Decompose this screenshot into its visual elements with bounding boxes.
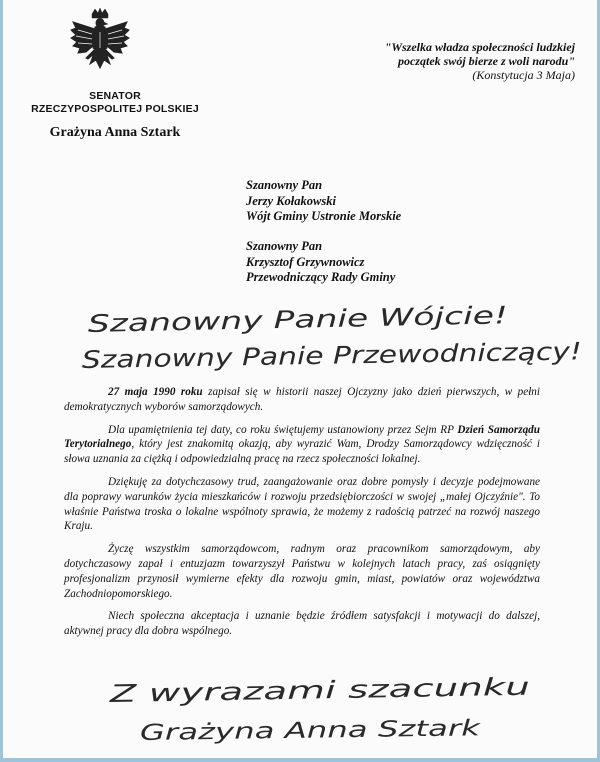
recipient-salutation: Szanowny Pan: [246, 239, 323, 253]
handwritten-greeting-line2: Szanowny Panie Przewodniczący!: [81, 338, 486, 374]
body-paragraph: Niech społeczna akceptacja i uznanie będzie źródłem satysfakcji i motywacji do dalszej, aktywnej pracy dla dobra wspólnego.: [64, 610, 540, 638]
senator-name: Grażyna Anna Sztark: [49, 125, 181, 140]
senator-title: [20, 90, 210, 116]
body-paragraph: [64, 385, 540, 415]
body-paragraph: Dziękuję za dotychczasowy trud, zaangażowanie oraz dobre pomysły i decyzje podejmowane dla poprawy warunków życia mieszkańców i rozwoju przedsiębiorczości w swojej „małej Ojczyźnie". To właśnie Państwa troska o lokalne wspólnoty sprawia, że możemy z radością patrzeć na rozwój naszego Kraju.: [64, 475, 540, 533]
body-text: Dla upamiętnienia tej daty, co roku świętujemy ustanowiony przez Sejm RP: [108, 423, 458, 436]
white-eagle-emblem-icon: [68, 8, 132, 84]
page-edge-bottom: [0, 758, 600, 762]
recipient-role: Przewodniczący Rady Gminy: [246, 270, 396, 284]
motto-line1: "Wszelka władza społeczności ludzkiej: [384, 40, 575, 54]
recipient-salutation: Szanowny Pan: [246, 178, 323, 192]
handwritten-closing-line1: Z wyrazami szacunku: [109, 675, 371, 708]
motto-source: (Konstytucja 3 Maja): [472, 68, 575, 82]
body-text: , który jest znakomitą okazją, aby wyrazić Wam, Drodzy Samorządowcy wdzięczność i słowa uznania za ciężką i odpowiedzialną pracę na rzecz społeczności lokalnej.: [64, 438, 540, 466]
handwritten-greeting: [78, 302, 598, 382]
recipient-role: Wójt Gminy Ustronie Morskie: [246, 209, 402, 223]
handwritten-closing: [104, 672, 544, 752]
body-text: zapisał się w historii naszej Ojczyzny jako dzień pierwszych, w pełni demokratycznych wyborów samorządowych.: [64, 386, 541, 413]
constitution-motto: [300, 40, 575, 82]
senator-title-line2: RZECZYPOSPOLITEJ POLSKIEJ: [31, 103, 199, 115]
date-highlight: 27 maja 1990 roku: [108, 386, 203, 398]
body-paragraph: Życzę wszystkim samorządowcom, radnym oraz pracownikom samorządowym, aby dotychczasowy zapał i entuzjazm towarzyszył Państwu w kolejnych latach pracy, zaś osiągnięty profesjonalizm przynosił wymierne efekty dla rozwoju gmin, miast, powiatów oraz województwa Zachodniopomorskiego.: [64, 543, 540, 600]
recipient-name: Krzysztof Grzywnowicz: [246, 254, 365, 269]
body-paragraph: [64, 423, 540, 467]
recipient-name: Jerzy Kołakowski: [246, 193, 336, 208]
handwritten-signature: Grażyna Anna Sztark: [139, 717, 372, 746]
handwritten-greeting-line1: Szanowny Panie Wójcie!: [87, 303, 380, 338]
page-edge-left: [0, 0, 3, 762]
motto-line2: początek swój bierze z woli narodu": [397, 54, 575, 68]
senator-title-line1: SENATOR: [89, 90, 141, 102]
letter-body: [64, 385, 540, 647]
holiday-name: Dzień Samorządu Terytorialnego: [64, 423, 540, 451]
recipient-block: [246, 178, 401, 225]
recipient-block: [246, 239, 395, 286]
